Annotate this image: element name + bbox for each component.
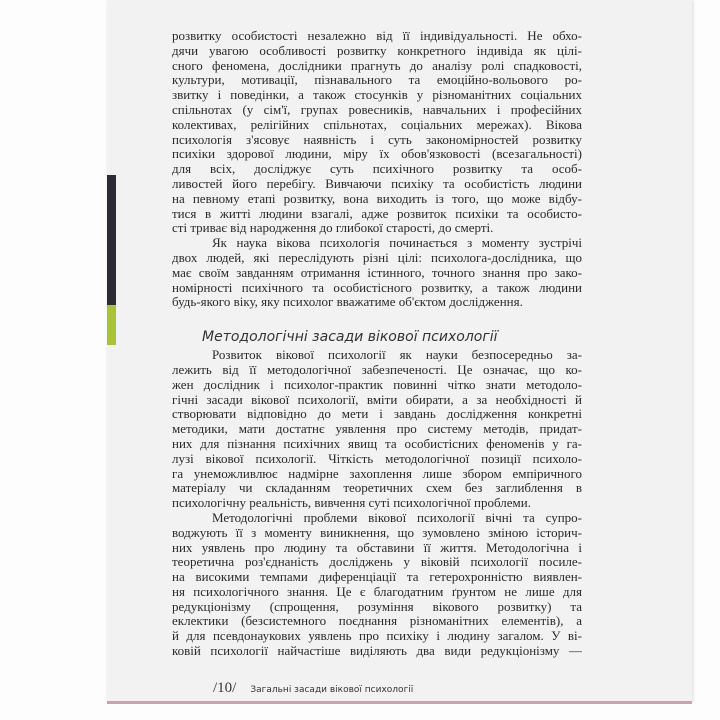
text-line: звитку і поведінки, а також стосунків у різноманітних соціальних — [172, 88, 582, 103]
paragraph — [172, 29, 582, 236]
text-line: редукціонізму (спрощення, розуміння вікового розвитку) та — [172, 599, 582, 614]
page-number: /10/ — [213, 680, 237, 696]
text-line: культури, мотивації, пізнавального та емоційно-вольового ро- — [172, 73, 582, 88]
text-line: матеріалу чи складанням теоретичних схем без заглиблення в — [172, 481, 582, 496]
text-line: Методологічні проблеми вікової психології вічні та супро- — [212, 510, 582, 525]
text-line: на високими темпами диференціації та гетерохронністю виявлен- — [172, 570, 582, 585]
text-line: ливостей його перебігу. Вивчаючи психіку та особистість людини — [172, 176, 582, 191]
body-text — [172, 29, 582, 659]
text-line: тися в житті людини взагалі, адже розвиток психіки та особисто- — [172, 206, 582, 221]
text-line: психіки здорової людини, міру їх обов'язковості (всезагальності) — [172, 147, 582, 162]
text-line: га унеможливлює надмірне захоплення лише збором емпіричного — [172, 466, 582, 481]
text-line: жен дослідник і психолог-практик повинні чітко знати методоло- — [172, 377, 582, 392]
text-line: створювати відповідно до мети і завдань дослідження конкретні — [172, 407, 582, 422]
text-line: еклектики (безсистемного поєднання різноманітних елементів), а — [172, 614, 582, 629]
page-footer — [213, 680, 413, 697]
text-line: Як наука вікова психологія починається з моменту зустрічі — [212, 236, 582, 251]
section-methodology — [172, 348, 582, 659]
cover-stripe-dark — [107, 175, 116, 305]
text-line: номірності психічного та особистісного розвитку, а також людини — [172, 280, 582, 295]
running-title: Загальні засади вікової психології — [250, 685, 414, 695]
text-line: гічні засади вікової психології, вміти обирати, а за необхідності й — [172, 392, 582, 407]
text-line: й для псевдонаукових уявлень про психіку і людину загалом. У ві- — [172, 629, 582, 644]
section-heading: Методологічні засади вікової психології — [202, 329, 498, 346]
text-line: розвитку особистості незалежно від її індивідуальності. Не обхо- — [172, 29, 582, 43]
text-line: теоретична роз'єднаність досліджень у віковій психології посиле- — [172, 555, 582, 570]
text-line: воджують її з моменту виникнення, що зумовлено зміною історич- — [172, 525, 582, 540]
paragraph — [172, 348, 582, 511]
text-line: колективах, релігійних спільнотах, соціальних мережах). Вікова — [172, 117, 582, 132]
text-line: Розвиток вікової психології як науки безпосередньо за- — [212, 348, 582, 363]
text-line: них уявлень про людину та обставини її життя. Методологічна і — [172, 540, 582, 555]
text-line: лузі вікової психології. Чіткість методологічної позиції психоло- — [172, 451, 582, 466]
text-line: методики, мати достатнє уявлення про систему методів, придат- — [172, 422, 582, 437]
paragraph — [172, 511, 582, 659]
page-edge — [107, 701, 692, 704]
text-line: будь-якого віку, яку психолог вважатиме об'єктом дослідження. — [172, 295, 523, 310]
text-line: спільнотах (у сім'ї, групах ровесників, навчальних і професійних — [172, 102, 582, 117]
text-line: сті триває від народження до глибокої старості, до смерті. — [172, 221, 494, 236]
text-line: для всіх, досліджує суть психічного розвитку та особ- — [172, 162, 582, 177]
paragraph — [172, 236, 582, 310]
text-line: психологічну реальність, вивчення суті психологічної проблеми. — [172, 496, 531, 511]
section-intro — [172, 29, 582, 310]
text-line: на певному етапі розвитку, вона виходить із того, що може відбу- — [172, 191, 582, 206]
text-line: двох людей, які переслідують різні цілі: психолога-дослідника, що — [172, 250, 582, 265]
cover-stripe-green — [107, 305, 116, 345]
text-line: лежить від її методологічної забезпеченості. Це означає, що ко- — [172, 362, 582, 377]
text-line: має своїм завданням отримання істинного, точного знання про зако- — [172, 265, 582, 280]
text-line: дячи увагою особливості розвитку конкретного індивіда як цілі- — [172, 43, 582, 58]
text-line: них для пізнання психічних явищ та особистісних феноменів у га- — [172, 436, 582, 451]
text-line: психологія з'ясовує наявність і суть закономірностей розвитку — [172, 132, 582, 147]
text-line: сного феномена, дослідники прагнуть до аналізу ролі спадковості, — [172, 58, 582, 73]
text-line: ковій психології найчастіше виділяють два види редукціонізму — — [172, 644, 582, 659]
text-line: ня психологічного знання. Це є благодатним ґрунтом не лише для — [172, 584, 582, 599]
